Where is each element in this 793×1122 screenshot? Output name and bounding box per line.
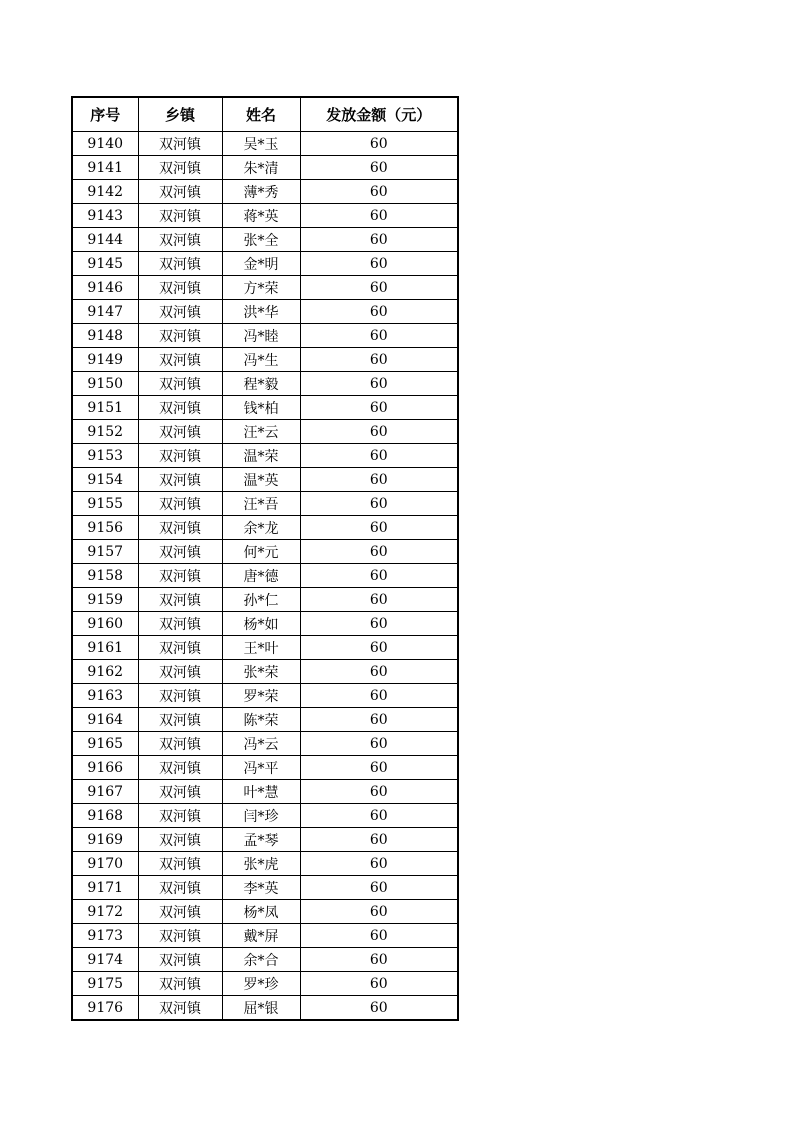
- cell-name: 王*叶: [222, 636, 300, 660]
- cell-township: 双河镇: [138, 996, 222, 1021]
- col-header-township: 乡镇: [138, 97, 222, 132]
- cell-township: 双河镇: [138, 468, 222, 492]
- table-row: [72, 468, 458, 492]
- cell-amount: 60: [300, 924, 458, 948]
- col-header-serial: 序号: [72, 97, 138, 132]
- cell-township: 双河镇: [138, 156, 222, 180]
- cell-serial: 9171: [72, 876, 138, 900]
- table-row: [72, 660, 458, 684]
- cell-name: 金*明: [222, 252, 300, 276]
- table-row: [72, 684, 458, 708]
- table-row: [72, 564, 458, 588]
- cell-amount: 60: [300, 444, 458, 468]
- cell-serial: 9146: [72, 276, 138, 300]
- cell-name: 余*龙: [222, 516, 300, 540]
- cell-name: 吴*玉: [222, 132, 300, 156]
- cell-township: 双河镇: [138, 804, 222, 828]
- table-row: [72, 492, 458, 516]
- cell-serial: 9166: [72, 756, 138, 780]
- cell-serial: 9156: [72, 516, 138, 540]
- cell-township: 双河镇: [138, 972, 222, 996]
- table-row: [72, 996, 458, 1021]
- table-row: [72, 780, 458, 804]
- table-row: [72, 540, 458, 564]
- table-row: [72, 732, 458, 756]
- table-row: [72, 444, 458, 468]
- cell-serial: 9144: [72, 228, 138, 252]
- table-row: [72, 396, 458, 420]
- col-header-amount: 发放金额（元）: [300, 97, 458, 132]
- cell-name: 罗*珍: [222, 972, 300, 996]
- table-row: [72, 132, 458, 156]
- cell-serial: 9153: [72, 444, 138, 468]
- cell-serial: 9165: [72, 732, 138, 756]
- cell-name: 洪*华: [222, 300, 300, 324]
- cell-township: 双河镇: [138, 900, 222, 924]
- cell-township: 双河镇: [138, 540, 222, 564]
- cell-township: 双河镇: [138, 420, 222, 444]
- cell-township: 双河镇: [138, 516, 222, 540]
- cell-township: 双河镇: [138, 132, 222, 156]
- cell-amount: 60: [300, 732, 458, 756]
- table-row: [72, 228, 458, 252]
- cell-township: 双河镇: [138, 924, 222, 948]
- cell-amount: 60: [300, 564, 458, 588]
- cell-name: 张*荣: [222, 660, 300, 684]
- cell-amount: 60: [300, 804, 458, 828]
- cell-township: 双河镇: [138, 756, 222, 780]
- cell-amount: 60: [300, 468, 458, 492]
- cell-amount: 60: [300, 348, 458, 372]
- cell-serial: 9151: [72, 396, 138, 420]
- cell-township: 双河镇: [138, 828, 222, 852]
- cell-township: 双河镇: [138, 852, 222, 876]
- cell-serial: 9161: [72, 636, 138, 660]
- cell-township: 双河镇: [138, 300, 222, 324]
- cell-serial: 9154: [72, 468, 138, 492]
- table-row: [72, 828, 458, 852]
- cell-township: 双河镇: [138, 684, 222, 708]
- cell-serial: 9164: [72, 708, 138, 732]
- cell-township: 双河镇: [138, 396, 222, 420]
- table-row: [72, 876, 458, 900]
- cell-township: 双河镇: [138, 276, 222, 300]
- cell-name: 罗*荣: [222, 684, 300, 708]
- cell-name: 方*荣: [222, 276, 300, 300]
- cell-amount: 60: [300, 684, 458, 708]
- cell-name: 朱*清: [222, 156, 300, 180]
- cell-township: 双河镇: [138, 876, 222, 900]
- table-row: [72, 972, 458, 996]
- cell-name: 余*合: [222, 948, 300, 972]
- cell-serial: 9148: [72, 324, 138, 348]
- cell-township: 双河镇: [138, 228, 222, 252]
- cell-township: 双河镇: [138, 948, 222, 972]
- table-row: [72, 756, 458, 780]
- cell-township: 双河镇: [138, 564, 222, 588]
- table-row: [72, 636, 458, 660]
- cell-serial: 9162: [72, 660, 138, 684]
- cell-amount: 60: [300, 660, 458, 684]
- cell-name: 张*全: [222, 228, 300, 252]
- cell-name: 戴*屏: [222, 924, 300, 948]
- cell-township: 双河镇: [138, 660, 222, 684]
- cell-name: 何*元: [222, 540, 300, 564]
- cell-amount: 60: [300, 996, 458, 1021]
- cell-amount: 60: [300, 492, 458, 516]
- cell-serial: 9167: [72, 780, 138, 804]
- cell-serial: 9141: [72, 156, 138, 180]
- table-row: [72, 252, 458, 276]
- cell-amount: 60: [300, 276, 458, 300]
- cell-serial: 9168: [72, 804, 138, 828]
- table-header: [72, 97, 458, 132]
- cell-amount: 60: [300, 300, 458, 324]
- cell-amount: 60: [300, 852, 458, 876]
- cell-amount: 60: [300, 636, 458, 660]
- cell-serial: 9172: [72, 900, 138, 924]
- cell-serial: 9143: [72, 204, 138, 228]
- cell-township: 双河镇: [138, 588, 222, 612]
- cell-amount: 60: [300, 396, 458, 420]
- cell-name: 蒋*英: [222, 204, 300, 228]
- cell-serial: 9163: [72, 684, 138, 708]
- cell-amount: 60: [300, 708, 458, 732]
- cell-name: 程*毅: [222, 372, 300, 396]
- cell-name: 钱*柏: [222, 396, 300, 420]
- table-row: [72, 516, 458, 540]
- cell-serial: 9147: [72, 300, 138, 324]
- cell-name: 汪*云: [222, 420, 300, 444]
- cell-township: 双河镇: [138, 708, 222, 732]
- cell-amount: 60: [300, 780, 458, 804]
- table-row: [72, 204, 458, 228]
- cell-township: 双河镇: [138, 348, 222, 372]
- cell-serial: 9152: [72, 420, 138, 444]
- cell-serial: 9149: [72, 348, 138, 372]
- cell-amount: 60: [300, 756, 458, 780]
- cell-amount: 60: [300, 588, 458, 612]
- cell-amount: 60: [300, 372, 458, 396]
- cell-serial: 9160: [72, 612, 138, 636]
- cell-name: 李*英: [222, 876, 300, 900]
- table-row: [72, 300, 458, 324]
- cell-amount: 60: [300, 204, 458, 228]
- cell-township: 双河镇: [138, 324, 222, 348]
- cell-name: 温*荣: [222, 444, 300, 468]
- payment-table: [71, 96, 459, 1021]
- cell-township: 双河镇: [138, 732, 222, 756]
- cell-amount: 60: [300, 612, 458, 636]
- table-row: [72, 276, 458, 300]
- cell-name: 孙*仁: [222, 588, 300, 612]
- cell-township: 双河镇: [138, 444, 222, 468]
- cell-name: 汪*吾: [222, 492, 300, 516]
- cell-township: 双河镇: [138, 252, 222, 276]
- cell-serial: 9170: [72, 852, 138, 876]
- cell-township: 双河镇: [138, 372, 222, 396]
- cell-name: 温*英: [222, 468, 300, 492]
- cell-serial: 9150: [72, 372, 138, 396]
- cell-name: 冯*云: [222, 732, 300, 756]
- cell-amount: 60: [300, 180, 458, 204]
- table-row: [72, 348, 458, 372]
- table-body: [72, 132, 458, 1021]
- cell-amount: 60: [300, 828, 458, 852]
- col-header-name: 姓名: [222, 97, 300, 132]
- table-row: [72, 804, 458, 828]
- cell-amount: 60: [300, 972, 458, 996]
- table-row: [72, 420, 458, 444]
- table-row: [72, 372, 458, 396]
- cell-serial: 9173: [72, 924, 138, 948]
- cell-serial: 9142: [72, 180, 138, 204]
- cell-serial: 9175: [72, 972, 138, 996]
- table-row: [72, 156, 458, 180]
- cell-name: 叶*慧: [222, 780, 300, 804]
- cell-serial: 9157: [72, 540, 138, 564]
- table-row: [72, 948, 458, 972]
- cell-serial: 9155: [72, 492, 138, 516]
- cell-name: 冯*生: [222, 348, 300, 372]
- cell-amount: 60: [300, 324, 458, 348]
- cell-name: 孟*琴: [222, 828, 300, 852]
- cell-serial: 9140: [72, 132, 138, 156]
- table-row: [72, 900, 458, 924]
- cell-amount: 60: [300, 948, 458, 972]
- table-row: [72, 180, 458, 204]
- table-row: [72, 612, 458, 636]
- cell-amount: 60: [300, 132, 458, 156]
- cell-name: 陈*荣: [222, 708, 300, 732]
- cell-name: 冯*睦: [222, 324, 300, 348]
- table-row: [72, 708, 458, 732]
- table-row: [72, 852, 458, 876]
- cell-amount: 60: [300, 540, 458, 564]
- cell-name: 杨*凤: [222, 900, 300, 924]
- cell-serial: 9145: [72, 252, 138, 276]
- cell-serial: 9159: [72, 588, 138, 612]
- cell-name: 薄*秀: [222, 180, 300, 204]
- cell-name: 屈*银: [222, 996, 300, 1021]
- cell-name: 张*虎: [222, 852, 300, 876]
- cell-township: 双河镇: [138, 204, 222, 228]
- cell-amount: 60: [300, 252, 458, 276]
- table-row: [72, 924, 458, 948]
- cell-amount: 60: [300, 876, 458, 900]
- cell-name: 唐*德: [222, 564, 300, 588]
- cell-township: 双河镇: [138, 492, 222, 516]
- cell-name: 冯*平: [222, 756, 300, 780]
- cell-name: 闫*珍: [222, 804, 300, 828]
- cell-amount: 60: [300, 516, 458, 540]
- cell-township: 双河镇: [138, 636, 222, 660]
- header-row: [72, 97, 458, 132]
- cell-amount: 60: [300, 900, 458, 924]
- cell-name: 杨*如: [222, 612, 300, 636]
- cell-serial: 9174: [72, 948, 138, 972]
- table-row: [72, 588, 458, 612]
- cell-township: 双河镇: [138, 612, 222, 636]
- cell-township: 双河镇: [138, 180, 222, 204]
- cell-amount: 60: [300, 156, 458, 180]
- cell-township: 双河镇: [138, 780, 222, 804]
- cell-amount: 60: [300, 228, 458, 252]
- cell-amount: 60: [300, 420, 458, 444]
- cell-serial: 9169: [72, 828, 138, 852]
- table-row: [72, 324, 458, 348]
- cell-serial: 9158: [72, 564, 138, 588]
- cell-serial: 9176: [72, 996, 138, 1021]
